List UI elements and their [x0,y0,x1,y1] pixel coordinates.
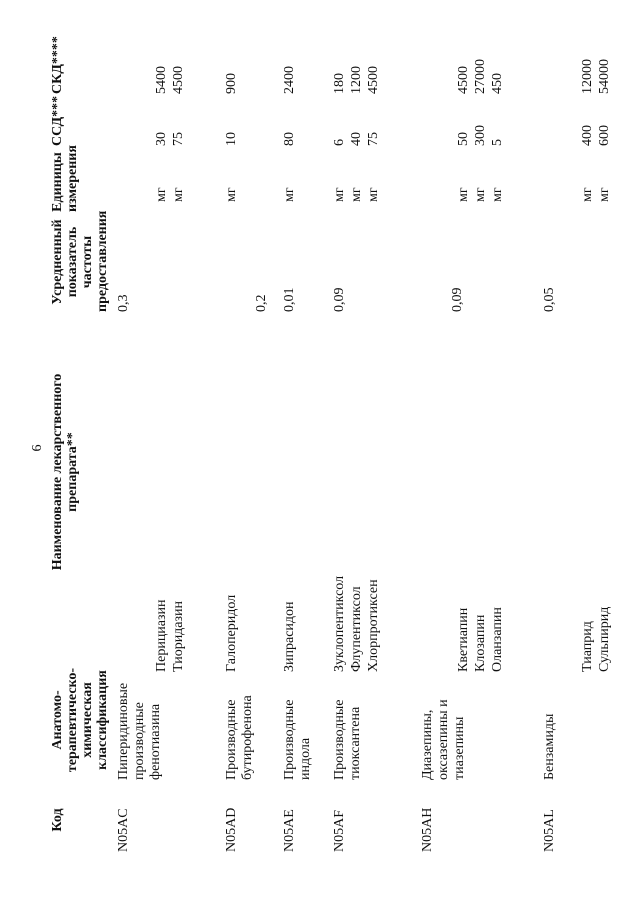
atc-group-name: Бензамиды [542,713,557,780]
skd-value: 1200 [349,66,364,94]
skd-value: 900 [224,73,239,94]
ssd-value: 400 [580,125,595,146]
skd-value: 2400 [282,66,297,94]
drug-name: Зипрасидон [282,601,297,672]
skd-value: 450 [490,73,505,94]
skd-value: 4500 [366,66,381,94]
drug-name: Клозапин [473,614,488,672]
atc-code: N05AH [420,807,435,852]
drug-name: Зуклопентиксол [332,575,347,672]
skd-value: 54000 [597,59,612,94]
unit-value: мг [473,187,488,202]
drug-name: Флупентиксол [349,586,364,672]
drug-name: Перициазин [154,599,169,672]
drug-name: Хлорпротиксен [366,579,381,672]
atc-group-name: Производные тиоксантена [332,699,363,780]
ssd-value: 80 [282,132,297,146]
atc-code: N05AL [542,809,557,852]
skd-value: 12000 [580,59,595,94]
skd-value: 180 [332,73,347,94]
atc-code: N05AC [116,808,131,852]
header-frequency: Усредненный показатель частоты предоставления [50,210,110,312]
header-code: Код [50,808,65,832]
frequency-value: 0,05 [542,287,557,312]
ssd-value: 6 [332,139,347,146]
skd-value: 4500 [171,66,186,94]
atc-code: N05AE [282,809,297,852]
ssd-value: 40 [349,132,364,146]
atc-group-name: Производные индола [282,699,313,780]
header-unit: Единицы измерения [50,145,80,212]
unit-value: мг [224,187,239,202]
drug-name: Оланзапин [490,607,505,672]
drug-name: Тиоридазин [171,600,186,672]
atc-code: N05AD [224,807,239,852]
drug-name: Тиаприд [580,621,595,672]
drug-name: Кветиапин [456,607,471,672]
skd-value: 4500 [456,66,471,94]
unit-value: мг [349,187,364,202]
unit-value: мг [490,187,505,202]
unit-value: мг [171,187,186,202]
ssd-value: 5 [490,139,505,146]
ssd-value: 75 [171,132,186,146]
frequency-value: 0,3 [116,294,131,312]
frequency-value: 0,01 [282,287,297,312]
ssd-value: 75 [366,132,381,146]
ssd-value: 600 [597,125,612,146]
header-ssd: ССД*** [50,95,65,146]
ssd-value: 30 [154,132,169,146]
header-drug-name: Наименование лекарственного препарата** [50,373,80,571]
drug-name: Сульпирид [597,606,612,672]
atc-code: N05AF [332,809,347,852]
header-skd: СКД**** [50,36,65,94]
header-atc: Анатомо-терапевтическо-химическая классификация [50,667,110,773]
unit-value: мг [597,187,612,202]
unit-value: мг [456,187,471,202]
drug-name: Галоперидол [224,594,239,672]
atc-group-name: Диазепины, оксазепины и тиазепины [420,699,467,780]
unit-value: мг [366,187,381,202]
unit-value: мг [580,187,595,202]
unit-value: мг [282,187,297,202]
ssd-value: 300 [473,125,488,146]
drug-table [50,36,630,852]
ssd-value: 50 [456,132,471,146]
frequency-value: 0,2 [254,294,269,312]
atc-group-name: Производные бутирофенона [224,695,255,780]
ssd-value: 10 [224,132,239,146]
unit-value: мг [332,187,347,202]
unit-value: мг [154,187,169,202]
atc-group-name: Пиперидиновые производные фенотиазина [116,682,163,780]
frequency-value: 0,09 [332,287,347,312]
skd-value: 5400 [154,66,169,94]
frequency-value: 0,09 [450,287,465,312]
page-number: 6 [30,444,45,452]
skd-value: 27000 [473,59,488,94]
